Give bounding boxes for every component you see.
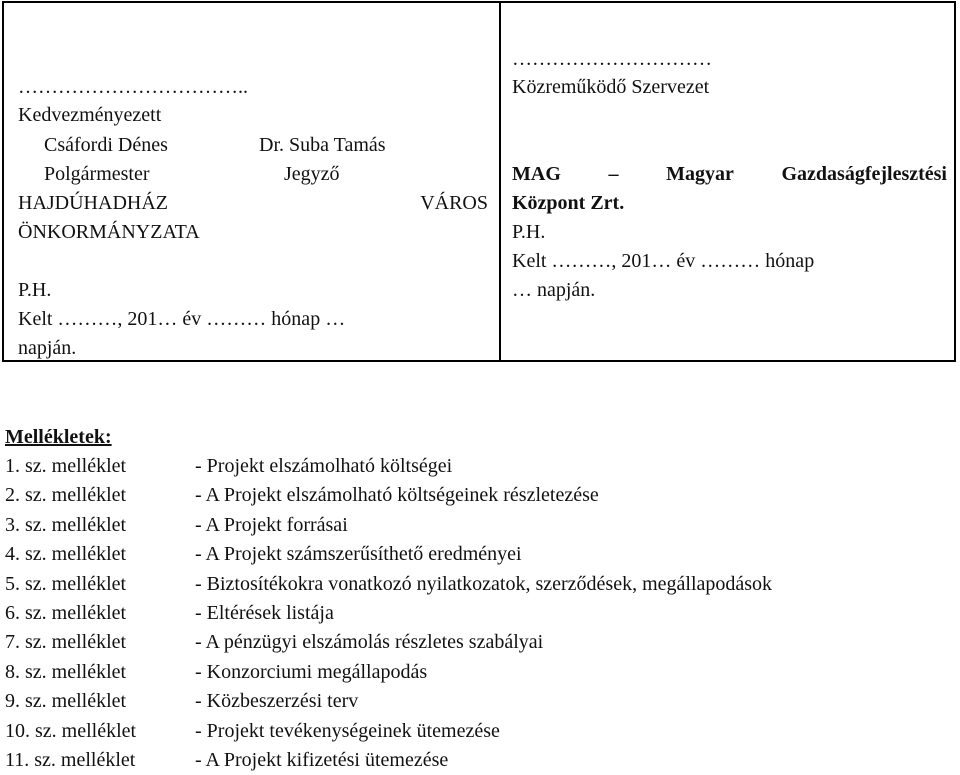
beneficiary-signature-cell — [4, 3, 501, 360]
attachment-row — [5, 746, 955, 775]
signature-table — [2, 1, 956, 362]
attachment-description: - Projekt tevékenységeinek ütemezése — [195, 719, 500, 742]
attachment-row — [5, 628, 955, 657]
attachments-list — [5, 452, 955, 775]
attachment-number: 5. sz. melléklet — [5, 572, 127, 595]
attachment-description: - A Projekt forrásai — [195, 513, 348, 536]
signer-title-notary: Jegyző — [284, 163, 340, 185]
signer-title-mayor: Polgármester — [44, 163, 150, 185]
attachment-description: - Eltérések listája — [195, 601, 334, 624]
attachments-heading: Mellékletek: — [5, 426, 112, 448]
intermediary-org-line2: Központ Zrt. — [512, 192, 625, 214]
attachment-description: - A Projekt kifizetési ütemezése — [195, 748, 449, 771]
stamp-placeholder: P.H. — [512, 221, 546, 243]
org-name-part-a: MAG — [512, 163, 561, 185]
attachment-row — [5, 481, 955, 510]
attachment-row — [5, 452, 955, 481]
attachment-number: 10. sz. melléklet — [5, 719, 137, 742]
attachment-row — [5, 687, 955, 716]
attachment-description: - A Projekt számszerűsíthető eredményei — [195, 543, 522, 566]
intermediary-role: Közreműködő Szervezet — [512, 76, 710, 98]
attachment-number: 2. sz. melléklet — [5, 484, 127, 507]
attachment-number: 9. sz. melléklet — [5, 690, 127, 713]
attachment-row — [5, 717, 955, 746]
attachment-row — [5, 570, 955, 599]
attachment-number: 1. sz. melléklet — [5, 455, 127, 477]
attachment-description: - Közbeszerzési terv — [195, 690, 359, 713]
org-name-line — [18, 191, 488, 215]
attachment-number: 6. sz. melléklet — [5, 601, 127, 624]
attachment-number: 11. sz. melléklet — [5, 748, 136, 771]
signer-name-mayor: Csáfordi Dénes — [44, 134, 168, 156]
beneficiary-role: Kedvezményezett — [18, 104, 162, 126]
attachment-row — [5, 540, 955, 569]
org-name-part-c: Gazdaságfejlesztési — [781, 163, 947, 185]
org-name-dash: – — [608, 163, 619, 185]
intermediary-signature-cell — [501, 3, 954, 360]
org-name-part-b: VÁROS — [420, 192, 488, 214]
date-line-end: … napján. — [512, 279, 596, 301]
attachment-description: - Biztosítékokra vonatkozó nyilatkozatok, szerződések, megállapodások — [195, 572, 773, 595]
attachment-row — [5, 599, 955, 628]
org-name-part-b: Magyar — [666, 163, 734, 185]
signer-name-notary: Dr. Suba Tamás — [259, 134, 386, 156]
attachment-description: - Konzorciumi megállapodás — [195, 660, 428, 683]
attachment-description: - A Projekt elszámolható költségeinek részletezése — [195, 484, 599, 507]
date-line-end: napján. — [18, 337, 77, 359]
attachment-row — [5, 658, 955, 687]
org-name-line2: ÖNKORMÁNYZATA — [18, 221, 200, 243]
attachment-number: 4. sz. melléklet — [5, 543, 127, 566]
attachment-row — [5, 511, 955, 540]
org-name-part-a: HAJDÚHADHÁZ — [18, 192, 168, 214]
attachment-number: 7. sz. melléklet — [5, 631, 127, 654]
attachment-number: 8. sz. melléklet — [5, 660, 127, 683]
date-line: Kelt ………, 201… év ……… hónap — [512, 250, 815, 272]
intermediary-org-line — [512, 162, 947, 186]
attachment-description: - A pénzügyi elszámolás részletes szabályai — [195, 631, 544, 654]
stamp-placeholder: P.H. — [18, 279, 52, 301]
signature-dots: …………………………….. — [18, 76, 248, 98]
attachment-number: 3. sz. melléklet — [5, 513, 127, 536]
attachment-description: - Projekt elszámolható költségei — [195, 455, 453, 477]
signature-dots: ………………………… — [512, 48, 712, 70]
date-line: Kelt ………, 201… év ……… hónap … — [18, 308, 346, 330]
